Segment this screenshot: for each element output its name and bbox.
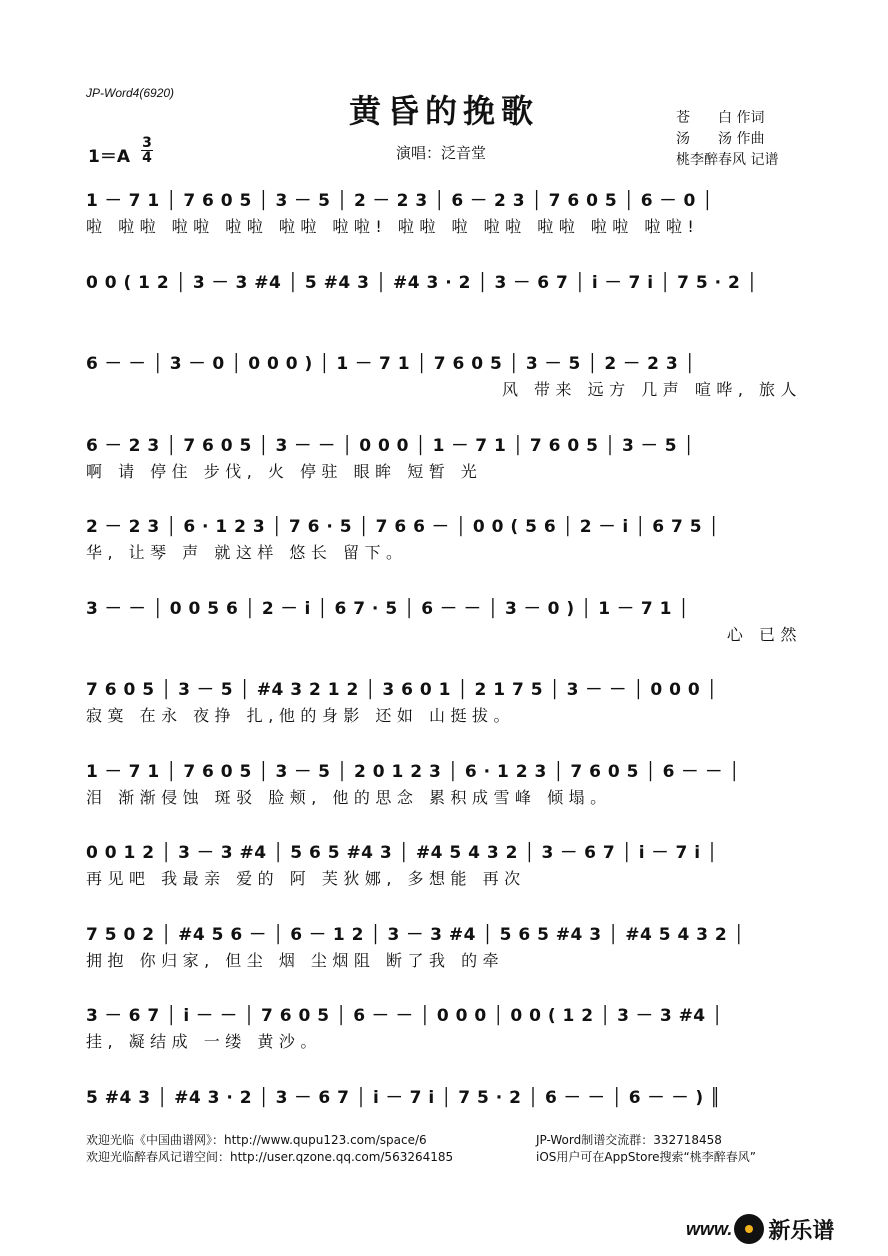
transcriber-credit: 桃李醉春风 记谱 (676, 152, 779, 168)
notation-line: 6 － － │ 3 － 0 │ 0 0 0 ) │ 1 － 7 1 │ 7 6 0 5 │ 3 － 5 │ 2 － 2 3 │ (86, 354, 696, 374)
song-title: 黄昏的挽歌 (348, 92, 539, 130)
notation-line: 6 － 2 3 │ 7 6 0 5 │ 3 － － │ 0 0 0 │ 1 － 7 1 │ 7 6 0 5 │ 3 － 5 │ (86, 435, 695, 456)
notation-line: 3 － － │ 0 0 5 6 │ 2 － i │ 6 7 · 5 │ 6 － － │ 3 － 0 ) │ 1 － 7 1 │ (86, 598, 690, 619)
generator-label: JP-Word4(6920) (86, 86, 175, 100)
meter-top: 3 (142, 135, 152, 151)
notation-line: 1 － 7 1 │ 7 6 0 5 │ 3 － 5 │ 2 － 2 3 │ 6 － 2 3 │ 7 6 0 5 │ 6 － 0 │ (86, 191, 713, 211)
singer-label: 演唱：泛音堂 (396, 144, 487, 162)
lyric-line: 拥抱 你归家, 但尘 烟 尘烟阻 断了我 的牵 (86, 950, 505, 970)
key-signature: 1＝A (88, 147, 130, 167)
footer-left (86, 1132, 453, 1166)
notation-line: 7 5 0 2 │ #4 5 6 － │ 6 － 1 2 │ 3 － 3 #4 │ 5 6 5 #4 3 │ #4 5 4 3 2 │ (86, 924, 745, 945)
lyric-line: 泪 渐渐侵蚀 斑驳 脸颊, 他的思念 累积成雪峰 倾塌。 (86, 787, 612, 807)
lyric-line: 啦 啦啦 啦啦 啦啦 啦啦 啦啦! 啦啦 啦 啦啦 啦啦 啦啦 啦啦! (86, 217, 700, 236)
notation-line: 2 － 2 3 │ 6 · 1 2 3 │ 7 6 · 5 │ 7 6 6 － │ 0 0 ( 5 6 │ 2 － i │ 6 7 5 │ (86, 517, 720, 537)
credits (676, 108, 778, 171)
time-signature (141, 136, 153, 165)
lyric-line: 心 已然 (726, 624, 802, 644)
lyric-line: 挂, 凝结成 一缕 黄沙。 (86, 1032, 322, 1051)
lyricist-credit: 苍 白 作词 (676, 110, 765, 126)
lyric-line: 华, 让琴 声 就这样 悠长 留下。 (86, 543, 408, 562)
notation-line: 3 － 6 7 │ i － － │ 7 6 0 5 │ 6 － － │ 0 0 0 │ 0 0 ( 1 2 │ 3 － 3 #4 │ (86, 1006, 723, 1026)
footer-group: JP-Word制谱交流群：332718458 (536, 1133, 722, 1147)
notation-line: 5 #4 3 │ #4 3 · 2 │ 3 － 6 7 │ i － 7 i │ 7 5 · 2 │ 6 － － │ 6 － － ) ║ (86, 1087, 721, 1108)
watermark-logo (686, 1212, 834, 1246)
composer-credit: 汤 汤 作曲 (676, 131, 765, 147)
notation-line: 0 0 ( 1 2 │ 3 － 3 #4 │ 5 #4 3 │ #4 3 · 2 │ 3 － 6 7 │ i － 7 i │ 7 5 · 2 │ (86, 272, 758, 293)
lyric-line: 再见吧 我最亲 爱的 阿 芙狄娜, 多想能 再次 (86, 869, 526, 888)
notation-line: 1 － 7 1 │ 7 6 0 5 │ 3 － 5 │ 2 0 1 2 3 │ 6 · 1 2 3 │ 7 6 0 5 │ 6 － － │ (86, 761, 740, 782)
lyric-line: 啊 请 停住 步伐, 火 停驻 眼眸 短暂 光 (86, 461, 483, 481)
footer-ios: iOS用户可在AppStore搜索“桃李醉春风” (536, 1150, 756, 1164)
lyric-line: 风 带来 远方 几声 喧哗, 旅人 (501, 380, 802, 399)
watermark-prefix: www. (686, 1218, 733, 1239)
notation-line: 0 0 1 2 │ 3 － 3 #4 │ 5 6 5 #4 3 │ #4 5 4 3 2 │ 3 － 6 7 │ i － 7 i │ (86, 843, 718, 863)
music-disc-icon (734, 1214, 764, 1244)
watermark-brand: 新乐谱 (768, 1218, 835, 1244)
notation-line: 7 6 0 5 │ 3 － 5 │ #4 3 2 1 2 │ 3 6 0 1 │ 2 1 7 5 │ 3 － － │ 0 0 0 │ (86, 680, 718, 700)
meter-bottom: 4 (142, 150, 152, 166)
footer-link-qzone: 欢迎光临醉春风记谱空间：http://user.qzone.qq.com/563264185 (86, 1150, 454, 1164)
lyric-line: 寂寞 在永 夜挣 扎,他的身影 还如 山挺拔。 (86, 706, 516, 725)
footer-link-qupu: 欢迎光临《中国曲谱网》：http://www.qupu123.com/space/6 (86, 1133, 427, 1147)
footer-right (536, 1132, 756, 1166)
